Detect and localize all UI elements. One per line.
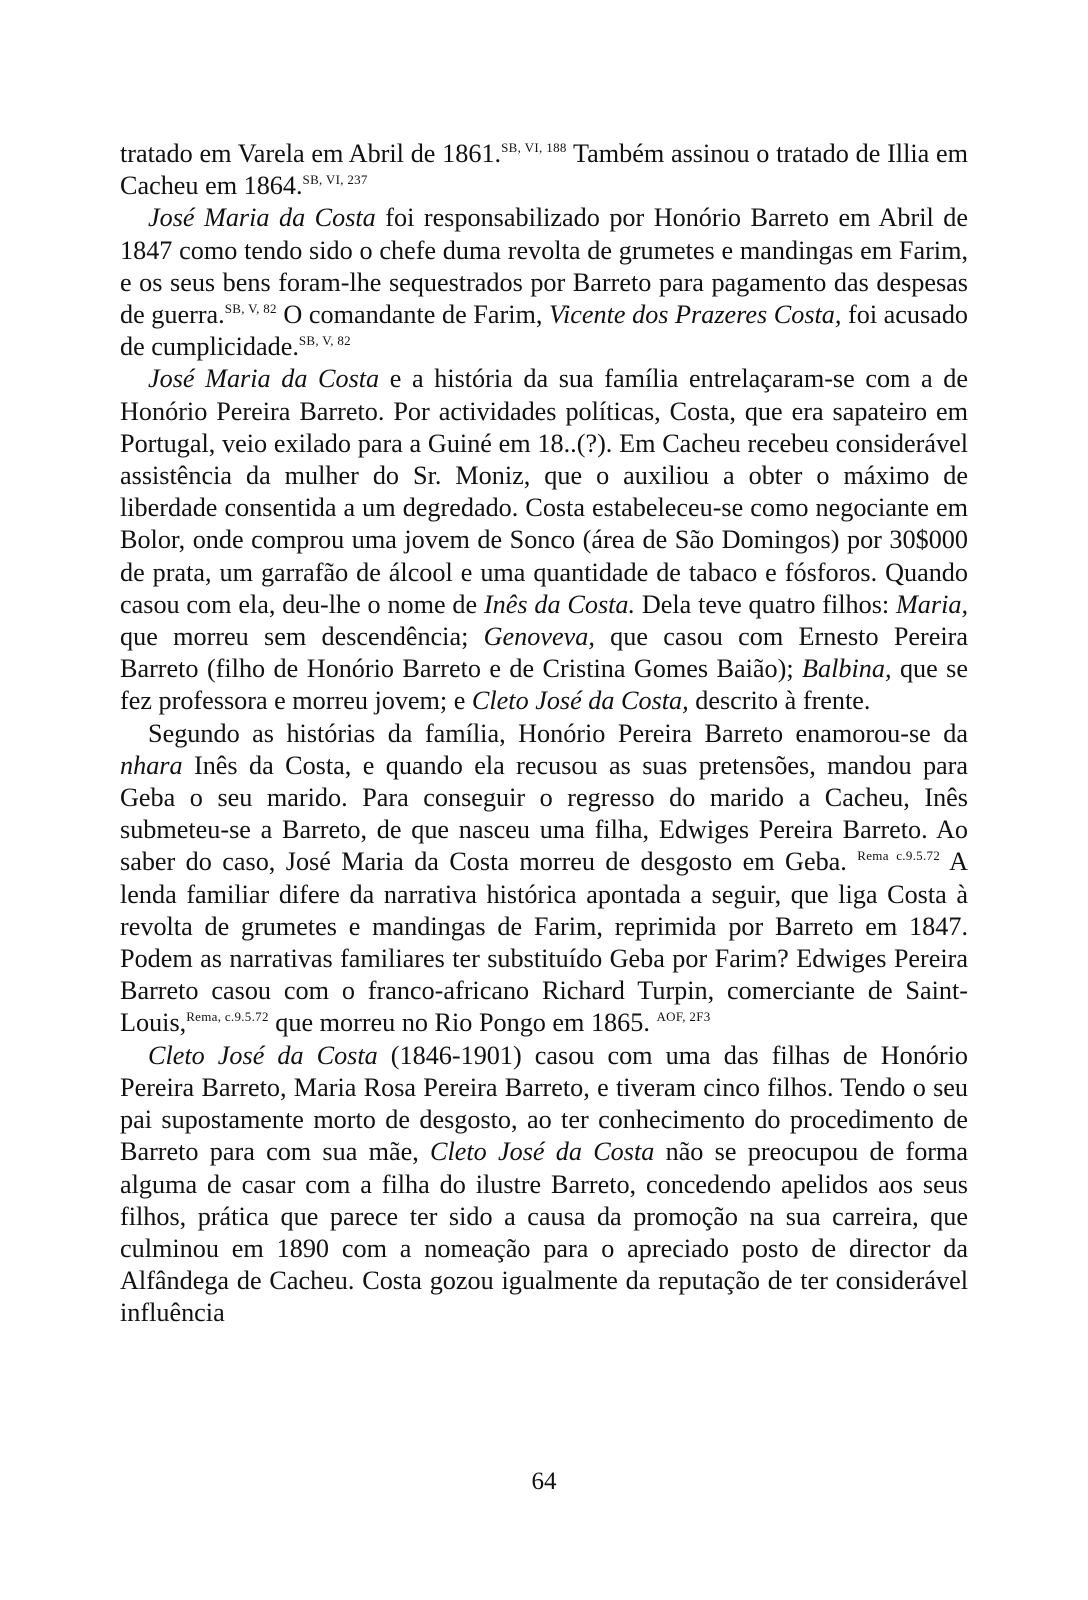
- italic-name: José Maria da Costa: [148, 203, 376, 233]
- text-run: tratado em Varela em Abril de 1861.: [120, 139, 502, 168]
- text-run: que se fez professora e morreu jovem; e: [120, 654, 968, 716]
- text-run: Dela teve quatro filhos:: [635, 589, 896, 619]
- text-run: (1846-1901) casou com uma das filhas de Honório Pereira Barreto, Maria Rosa Pereira Barreto, e tiveram cinco filhos. Tendo o seu pai supostamente morto de desgosto, ao ter conhecimento do procedimento de Barreto para com sua mãe,: [120, 1040, 968, 1167]
- source-reference: SB, VI, 188: [501, 140, 567, 155]
- paragraph-2: [120, 202, 968, 363]
- source-reference: Rema, c.9.5.72: [186, 1009, 269, 1025]
- italic-name: Cleto José da Costa,: [471, 686, 689, 716]
- page-number: 64: [531, 1468, 557, 1495]
- source-reference: SB, VI, 237: [302, 172, 368, 188]
- text-run: foi responsabilizado por Honório Barreto em Abril de 1847 como tendo sido o chefe duma revolta de grumetes e mandingas em Farim, e os seus bens foram-lhe sequestrados por Barreto para pagamento das despesas de guerra.: [120, 203, 969, 330]
- text-run: O comandante de Farim,: [276, 300, 549, 330]
- text-run: não se preocupou de forma alguma de casar com a filha do ilustre Barreto, concedendo apelidos aos seus filhos, prática que parece ter sido a causa da promoção na sua carreira, que culminou em 1890 com a nomeação para o apreciado posto de director da Alfândega de Cacheu. Costa gozou igualmente da reputação de ter considerável influência: [120, 1137, 968, 1328]
- text-run: e a história da sua família entrelaçaram-se com a de Honório Pereira Barreto. Por actividades políticas, Costa, que era sapateiro em Portugal, veio exilado para a Guiné em 18..(?). Em Cacheu recebeu considerável assistência da mulher do Sr. Moniz, que o auxiliou a obter o máximo de liberdade consentida a um degredado. Costa estabeleceu-se como negociante em Bolor, onde comprou uma jovem de Sonco (área de São Domingos) por 30$000 de prata, um garrafão de álcool e uma quantidade de tabaco e fósforos. Quando casou com ela, deu-lhe o nome de: [120, 364, 968, 619]
- text-run: que morreu no Rio Pongo em 1865.: [268, 1008, 650, 1038]
- paragraph-1: [120, 138, 968, 202]
- text-run: A lenda familiar difere da narrativa histórica apontada a seguir, que liga Costa à revolta de grumetes e mandingas de Farim, reprimida por Barreto em 1847. Podem as narrativas familiares ter substituído Geba por Farim? Edwiges Pereira Barreto casou com o franco-africano Richard Turpin, comerciante de Saint-Louis,: [120, 847, 969, 1038]
- source-reference: AOF, 2F3: [656, 1009, 711, 1025]
- text-run: Segundo as histórias da família, Honório Pereira Barreto enamorou-se da: [148, 718, 968, 748]
- italic-name: Balbina,: [802, 654, 892, 684]
- text-run: Também assinou o tratado de Illia em Cacheu em 1864.: [120, 139, 968, 201]
- paragraph-3: [120, 363, 968, 717]
- source-reference: Rema c.9.5.72: [857, 848, 941, 864]
- italic-name: Vicente dos Prazeres Costa,: [548, 300, 842, 330]
- text-run: Inês da Costa, e quando ela recusou as suas pretensões, mandou para Geba o seu marido. Para conseguir o regresso do marido a Cacheu, Inês submeteu-se a Barreto, de que nasceu uma filha, Edwiges Pereira Barreto. Ao saber do caso, José Maria da Costa morreu de desgosto em Geba.: [120, 750, 968, 877]
- text-run: que morreu sem descendência;: [120, 622, 484, 652]
- italic-name: Cleto José da Costa: [430, 1137, 655, 1167]
- italic-name: Inês da Costa.: [483, 589, 636, 619]
- text-run: descrito à frente.: [688, 686, 871, 716]
- italic-name: Genoveva,: [483, 622, 595, 652]
- italic-name: Cleto José da Costa: [148, 1040, 378, 1070]
- text-run: foi acusado de cumplicidade.: [120, 300, 969, 362]
- body-text: [120, 138, 968, 1330]
- text-run: que casou com Ernesto Pereira Barreto (filho de Honório Barreto e de Cristina Gomes Baião);: [120, 622, 968, 684]
- italic-name: José Maria da Costa: [148, 364, 380, 394]
- paragraph-5: [120, 1040, 968, 1330]
- italic-term: nhara: [120, 750, 183, 780]
- source-reference: SB, V, 82: [298, 333, 351, 349]
- paragraph-4: [120, 718, 968, 1040]
- italic-name: Maria,: [895, 589, 968, 619]
- source-reference: SB, V, 82: [224, 301, 277, 317]
